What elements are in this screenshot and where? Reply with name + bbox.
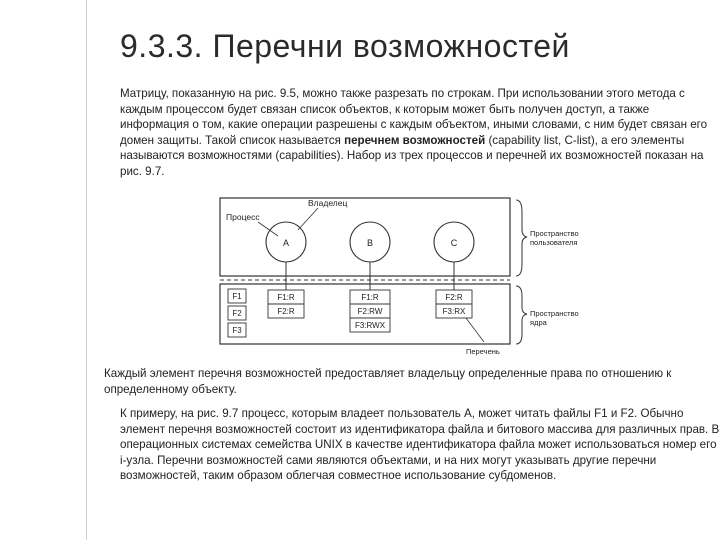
- paragraph-1-term: перечнем возможностей: [344, 133, 486, 147]
- kernel-space-brace: [516, 286, 527, 344]
- paragraph-1: [104, 86, 720, 180]
- process-b-label: B: [366, 238, 374, 248]
- paragraph-1-text-end: (capability list, C-list), а его элементы называются возможностями (capabilities). Набор из трех процессов и перечней их возможностей показан на рис. 9.7.: [120, 133, 704, 178]
- clist-c-entry-2: F3:RX: [442, 307, 466, 316]
- clist-c-entry-1: F2:R: [445, 293, 463, 302]
- clist-label: Перечень: [466, 347, 500, 356]
- clist-pointer: [466, 318, 484, 342]
- user-space-box: [220, 198, 510, 276]
- paragraph-1-text: Матрицу, показанную на рис. 9.5, можно также разрезать по строкам. При использовании этого метода с каждым процессом будет связан список объектов, к которым может быть получен доступ, а также информация о том, какие операции разрешены с каждым объектом, иными словами, с ним будет связан его домен защиты. Такой список называется: [120, 87, 708, 147]
- paragraph-3: К примеру, на рис. 9.7 процесс, которым владеет пользователь A, может читать файлы F1 и F2. Обычно элемент перечня возможностей состоит из идентификатора файла и битового массива для различных прав. В операционных системах семейства UNIX в качестве идентификатора файла может использоваться номер его i-узла. Перечни возможностей сами являются объектами, и на них могут указывать другие перечни возможностей, таким образом облегчая совместное использование субдоменов.: [120, 407, 720, 483]
- kernel-space-label: Пространство ядра: [530, 309, 579, 327]
- page-title: 9.3.3. Перечни возможностей: [120, 28, 570, 64]
- process-c-label: C: [450, 238, 458, 248]
- process-a-label: A: [282, 238, 290, 248]
- clist-a-entry-2: F2:R: [277, 307, 295, 316]
- clist-b-entry-2: F2:RW: [357, 307, 383, 316]
- clist-b-entry-3: F3:RWX: [354, 321, 386, 330]
- user-space-label-text: Пространство: [530, 229, 579, 238]
- kernel-space-label-text: Пространство: [530, 309, 579, 318]
- file-f3: F3: [232, 326, 242, 335]
- process-label: Процесс: [226, 212, 260, 222]
- file-f2: F2: [232, 309, 242, 318]
- clist-a-entry-1: F1:R: [277, 293, 295, 302]
- slide-left-panel: [18, 0, 87, 540]
- clist-b-entry-1: F1:R: [361, 293, 379, 302]
- user-space-brace: [516, 200, 527, 276]
- owner-label: Владелец: [308, 198, 348, 208]
- file-f1: F1: [232, 292, 242, 301]
- capability-list-diagram: [200, 192, 620, 357]
- owner-pointer: [298, 208, 318, 230]
- user-space-label: Пространство пользователя: [530, 229, 579, 247]
- paragraph-2: Каждый элемент перечня возможностей предоставляет владельцу определенные права по отношению к определенному объекту.: [104, 367, 672, 396]
